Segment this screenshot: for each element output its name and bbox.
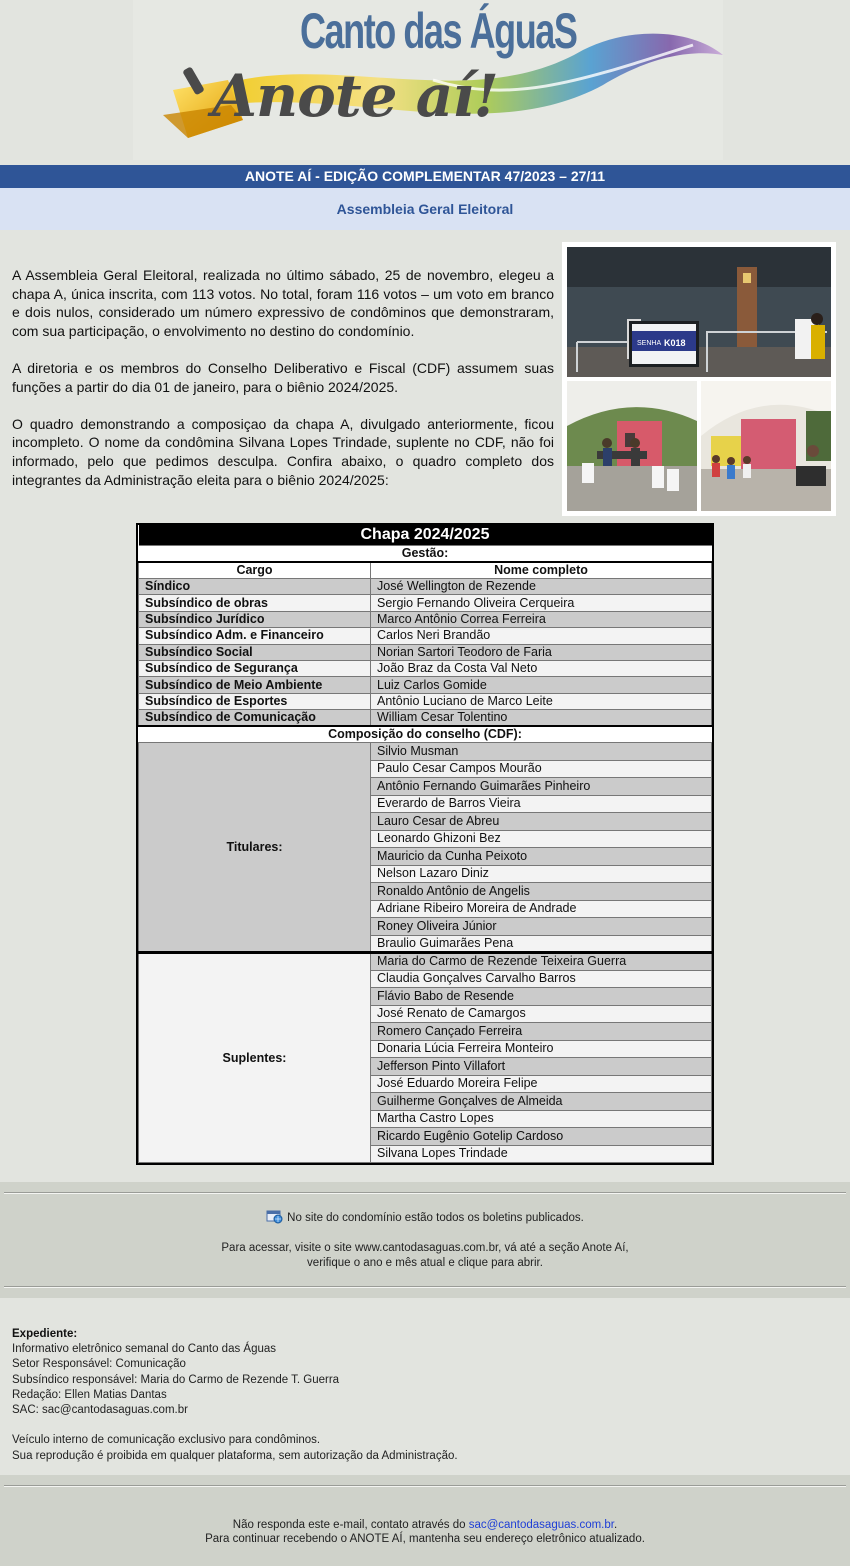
cargo-cell: Subsíndico de Comunicação <box>139 710 371 727</box>
cargo-cell: Subsíndico Adm. e Financeiro <box>139 628 371 644</box>
photo-collage <box>562 242 836 516</box>
titular-name-cell: Roney Oliveira Júnior <box>371 918 712 936</box>
suplente-name-cell: Silvana Lopes Trindade <box>371 1145 712 1163</box>
gestao-rows <box>139 579 712 727</box>
site-info-line <box>0 1209 850 1224</box>
table-row <box>139 644 712 660</box>
titular-name-cell: Braulio Guimarães Pena <box>371 935 712 953</box>
table-row <box>139 579 712 595</box>
cargo-cell: Subsíndico de obras <box>139 595 371 611</box>
table-row <box>139 611 712 627</box>
titular-name-cell: Adriane Ribeiro Moreira de Andrade <box>371 900 712 918</box>
suplente-name-cell: José Renato de Camargos <box>371 1005 712 1023</box>
header <box>0 0 850 165</box>
suplente-name-cell: Guilherme Gonçalves de Almeida <box>371 1093 712 1111</box>
logo-subtitle: Anote aí! <box>212 62 498 130</box>
cargo-cell: Subsíndico de Segurança <box>139 660 371 676</box>
column-header-cargo: Cargo <box>139 562 371 579</box>
column-header-nome: Nome completo <box>371 562 712 579</box>
chapa-table <box>136 523 714 1165</box>
edition-banner: ANOTE AÍ - EDIÇÃO COMPLEMENTAR 47/2023 – 27/11 <box>0 165 850 188</box>
suplentes-rows <box>139 953 712 1163</box>
nome-cell: Carlos Neri Brandão <box>371 628 712 644</box>
site-access-line: verifique o ano e mês atual e clique para abrir. <box>307 1257 543 1269</box>
table-row <box>139 660 712 676</box>
nome-cell: Luiz Carlos Gomide <box>371 677 712 693</box>
expediente-line: Informativo eletrônico semanal do Canto das Águas <box>12 1343 277 1356</box>
nome-cell: João Braz da Costa Val Neto <box>371 660 712 676</box>
site-info-box <box>0 1182 850 1298</box>
nome-cell: Antônio Luciano de Marco Leite <box>371 693 712 709</box>
titular-name-cell: Silvio Musman <box>371 743 712 761</box>
nome-cell: Marco Antônio Correa Ferreira <box>371 611 712 627</box>
expediente-line: Veículo interno de comunicação exclusivo para condôminos. <box>12 1434 321 1447</box>
logo-title: Canto das ÁguaS <box>300 3 577 59</box>
suplente-name-cell: Claudia Gonçalves Carvalho Barros <box>371 970 712 988</box>
table-row <box>139 595 712 611</box>
table-row <box>139 628 712 644</box>
table-row <box>139 677 712 693</box>
site-access-line: Para acessar, visite o site www.cantodasaguas.com.br, vá até a seção Anote Aí, <box>221 1242 629 1254</box>
divider <box>4 1286 846 1288</box>
titular-name-cell: Paulo Cesar Campos Mourão <box>371 760 712 778</box>
section-title: Assembleia Geral Eleitoral <box>0 188 850 230</box>
photo-tent-queue <box>701 381 831 511</box>
titular-name-cell: Ronaldo Antônio de Angelis <box>371 883 712 901</box>
cdf-section-label: Composição do conselho (CDF): <box>139 726 712 743</box>
footer-contact-line <box>0 1519 850 1533</box>
expediente-line: Subsíndico responsável: Maria do Carmo de Rezende T. Guerra <box>12 1373 340 1386</box>
divider <box>4 1485 846 1487</box>
screen-label: SENHA <box>637 340 662 347</box>
expediente-line: Setor Responsável: Comunicação <box>12 1358 186 1371</box>
divider <box>4 1192 846 1194</box>
site-access-instructions <box>0 1241 850 1271</box>
article-paragraph: A diretoria e os membros do Conselho Deliberativo e Fiscal (CDF) assumem suas funções a partir do dia 01 de janeiro, para o biênio 2024/2025. <box>12 359 554 395</box>
cargo-cell: Síndico <box>139 579 371 595</box>
expediente-line: Sua reprodução é proibida em qualquer plataforma, sem autorização da Administração. <box>12 1449 458 1462</box>
suplente-name-cell: Flávio Babo de Resende <box>371 988 712 1006</box>
titular-name-cell: Leonardo Ghizoni Bez <box>371 830 712 848</box>
nome-cell: Norian Sartori Teodoro de Faria <box>371 644 712 660</box>
table-row <box>139 953 712 971</box>
nome-cell: Sergio Fernando Oliveira Cerqueira <box>371 595 712 611</box>
website-icon <box>266 1209 284 1224</box>
suplentes-label: Suplentes: <box>139 953 371 1163</box>
screen-code: K018 <box>664 338 686 348</box>
cargo-cell: Subsíndico de Esportes <box>139 693 371 709</box>
expediente-title: Expediente: <box>12 1328 78 1340</box>
footer-contact-text: Não responda este e-mail, contato através do <box>232 1519 469 1531</box>
table-title: Chapa 2024/2025 <box>139 525 712 546</box>
cargo-cell: Subsíndico Jurídico <box>139 611 371 627</box>
footer <box>0 1475 850 1566</box>
titulares-rows <box>139 743 712 953</box>
footer-update-line: Para continuar recebendo o ANOTE AÍ, mantenha seu endereço eletrônico atualizado. <box>205 1532 645 1545</box>
photo-tent-table <box>567 381 697 511</box>
photo-voting-desk <box>567 247 831 377</box>
titular-name-cell: Nelson Lazaro Diniz <box>371 865 712 883</box>
article-paragraph: O quadro demonstrando a composiçao da chapa A, divulgado anteriormente, ficou incompleto. O nome da condômina Silvana Lopes Trindade, suplente no CDF, não foi informado, pelo que pedimos desculpa. Confira abaixo, o quadro completo dos integrantes da Administração eleita para o biênio 2024/2025: <box>12 415 554 488</box>
article-body <box>12 266 554 508</box>
titular-name-cell: Lauro Cesar de Abreu <box>371 813 712 831</box>
article-paragraph: A Assembleia Geral Eleitoral, realizada no último sábado, 25 de novembro, elegeu a chapa A, única inscrita, com 113 votos. No total, foram 116 votos – um voto em branco e dois nulos, considerado um número expressivo de condôminos que demonstraram, com sua participação, o envolvimento no destino do condomínio. <box>12 267 554 339</box>
expediente-line: SAC: sac@cantodasaguas.com.br <box>12 1404 188 1417</box>
gestao-section-label: Gestão: <box>139 546 712 563</box>
expediente-line: Redação: Ellen Matias Dantas <box>12 1388 167 1401</box>
titular-name-cell: Mauricio da Cunha Peixoto <box>371 848 712 866</box>
titular-name-cell: Antônio Fernando Guimarães Pinheiro <box>371 778 712 796</box>
footer-contact-suffix: . <box>613 1519 618 1531</box>
suplente-name-cell: Martha Castro Lopes <box>371 1110 712 1128</box>
cargo-cell: Subsíndico Social <box>139 644 371 660</box>
suplente-name-cell: Maria do Carmo de Rezende Teixeira Guerra <box>371 953 712 971</box>
suplente-name-cell: José Eduardo Moreira Felipe <box>371 1075 712 1093</box>
titular-name-cell: Everardo de Barros Vieira <box>371 795 712 813</box>
site-info-text: No site do condomínio estão todos os boletins publicados. <box>287 1212 584 1224</box>
nome-cell: William Cesar Tolentino <box>371 710 712 727</box>
table-row <box>139 710 712 727</box>
suplente-name-cell: Romero Cançado Ferreira <box>371 1023 712 1041</box>
suplente-name-cell: Donaria Lúcia Ferreira Monteiro <box>371 1040 712 1058</box>
titulares-label: Titulares: <box>139 743 371 953</box>
suplente-name-cell: Ricardo Eugênio Gotelip Cardoso <box>371 1128 712 1146</box>
cargo-cell: Subsíndico de Meio Ambiente <box>139 677 371 693</box>
suplente-name-cell: Jefferson Pinto Villafort <box>371 1058 712 1076</box>
table-row <box>139 743 712 761</box>
sac-email-link[interactable]: sac@cantodasaguas.com.br <box>468 1519 614 1531</box>
expediente <box>12 1327 458 1464</box>
table-row <box>139 693 712 709</box>
nome-cell: José Wellington de Rezende <box>371 579 712 595</box>
